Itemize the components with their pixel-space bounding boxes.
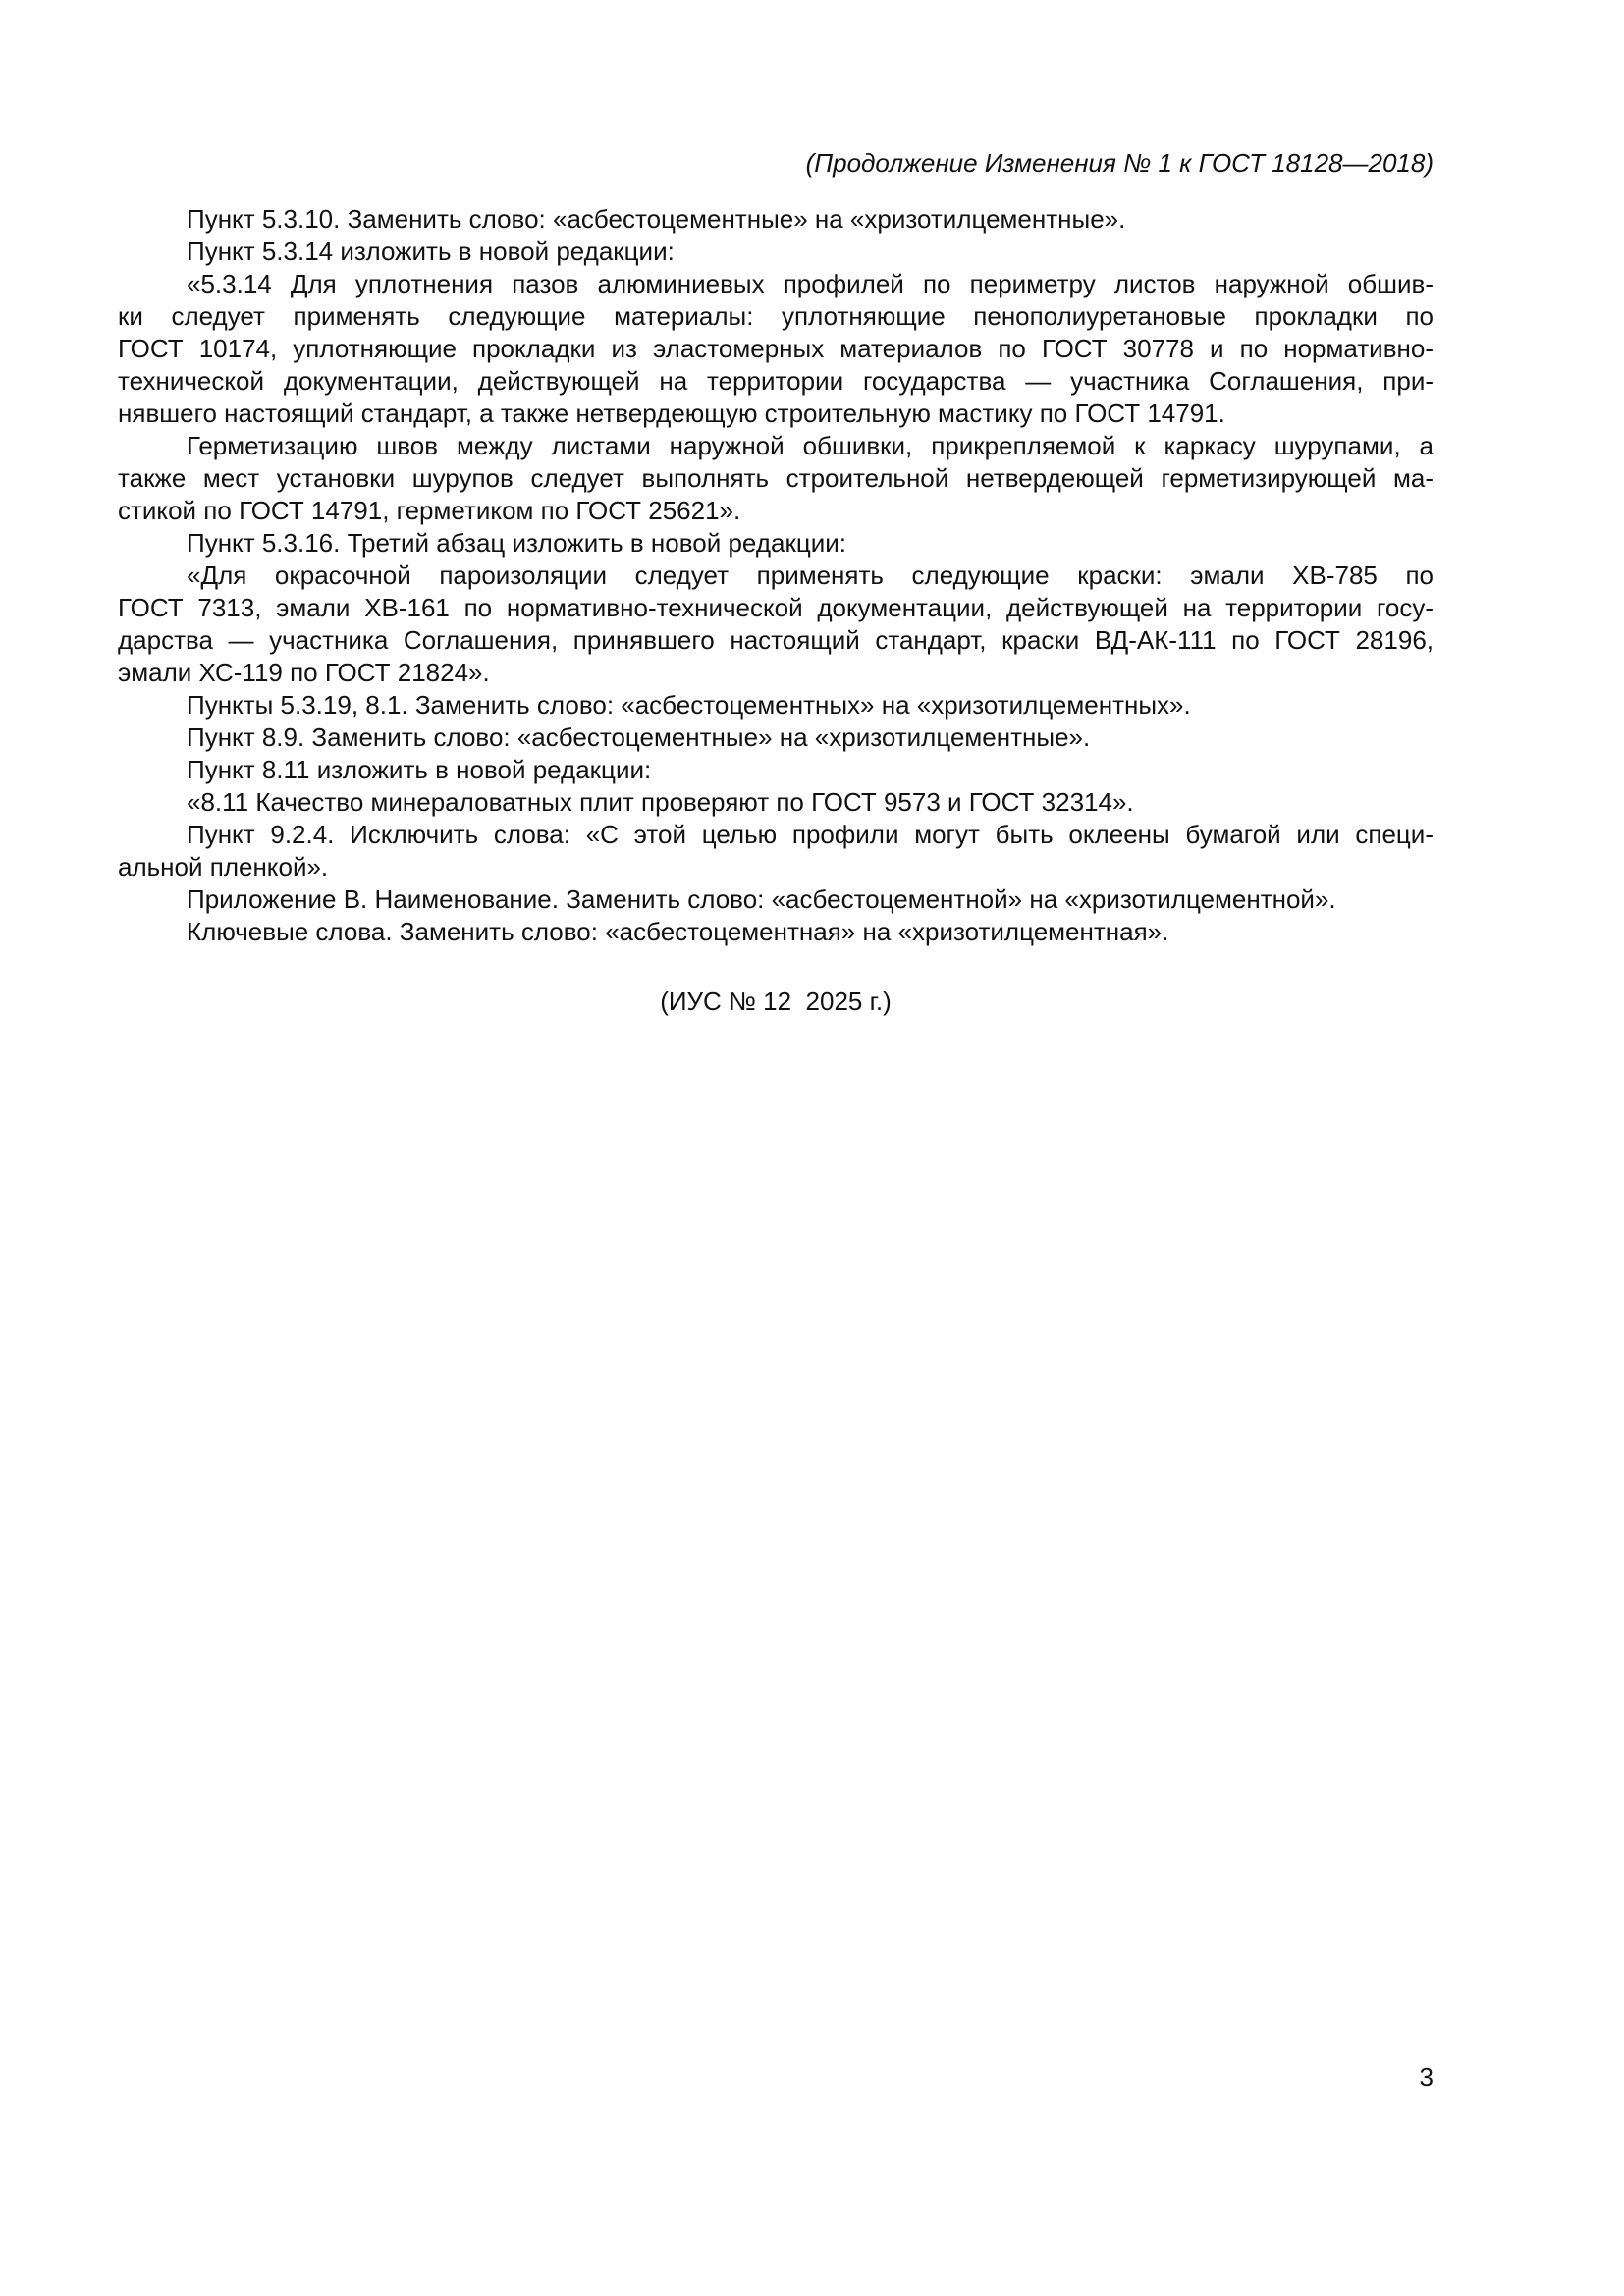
text-line: нявшего настоящий стандарт, а также нетвердеющую строительную мастику по ГОСТ 14791. (118, 399, 1225, 428)
paragraph (118, 916, 1434, 948)
text-line: ГОСТ 7313, эмали ХВ-161 по нормативно-технической документации, действующей на территории госу- (118, 593, 1434, 622)
text-line: Пункт 8.11 изложить в новой редакции: (187, 755, 652, 784)
text-line: Пункты 5.3.19, 8.1. Заменить слово: «асбестоцементных» на «хризотилцементных». (187, 690, 1191, 720)
paragraph (118, 883, 1434, 916)
text-line: «Для окрасочной пароизоляции следует применять следующие краски: эмали ХВ-785 по (187, 561, 1434, 590)
text-line: Пункт 5.3.16. Третий абзац изложить в новой редакции: (187, 528, 846, 558)
text-line: Пункт 5.3.14 изложить в новой редакции: (187, 237, 675, 266)
paragraph (118, 430, 1434, 527)
paragraph (118, 527, 1434, 560)
text-line: «5.3.14 Для уплотнения пазов алюминиевых профилей по периметру листов наружной обшив- (187, 269, 1434, 298)
text-line: Пункт 5.3.10. Заменить слово: «асбестоцементные» на «хризотилцементные». (187, 204, 1126, 234)
paragraph (118, 689, 1434, 721)
text-line: Пункт 8.9. Заменить слово: «асбестоцементные» на «хризотилцементные». (187, 722, 1091, 752)
paragraph (118, 819, 1434, 883)
text-line: стикой по ГОСТ 14791, герметиком по ГОСТ 25621». (118, 496, 741, 525)
page-number: 3 (1419, 2062, 1434, 2092)
text-line: ГОСТ 10174, уплотняющие прокладки из эластомерных материалов по ГОСТ 30778 и по нормативно- (118, 334, 1434, 363)
text-line: Пункт 9.2.4. Исключить слова: «С этой целью профили могут быть оклеены бумагой или специ- (187, 820, 1434, 849)
ius-reference: (ИУС № 12 2025 г.) (660, 987, 892, 1016)
text-line: альной пленкой». (118, 852, 329, 881)
text-line: Герметизацию швов между листами наружной обшивки, прикрепляемой к каркасу шурупами, а (187, 431, 1434, 460)
text-line: также мест установки шурупов следует выполнять строительной нетвердеющей герметизирующей ма- (118, 463, 1434, 493)
paragraph (118, 560, 1434, 689)
text-line: дарства — участника Соглашения, принявшего настоящий стандарт, краски ВД-АК-111 по ГОСТ 28196, (118, 625, 1434, 655)
paragraph (118, 236, 1434, 268)
paragraph (118, 754, 1434, 786)
text-line: технической документации, действующей на территории государства — участника Соглашения, при- (118, 366, 1434, 396)
text-line: Приложение В. Наименование. Заменить слово: «асбестоцементной» на «хризотилцементной». (187, 884, 1336, 914)
paragraph (118, 268, 1434, 430)
text-line: эмали ХС-119 по ГОСТ 21824». (118, 658, 490, 687)
paragraph (118, 786, 1434, 819)
text-line: «8.11 Качество минераловатных плит проверяют по ГОСТ 9573 и ГОСТ 32314». (187, 787, 1134, 817)
paragraph (118, 721, 1434, 754)
paragraph (118, 203, 1434, 236)
text-line: Ключевые слова. Заменить слово: «асбестоцементная» на «хризотилцементная». (187, 917, 1169, 946)
text-line: ки следует применять следующие материалы: уплотняющие пенополиуретановые прокладки по (118, 301, 1434, 331)
document-body (118, 203, 1434, 948)
continuation-header: (Продолжение Изменения № 1 к ГОСТ 18128—2018) (805, 148, 1434, 178)
